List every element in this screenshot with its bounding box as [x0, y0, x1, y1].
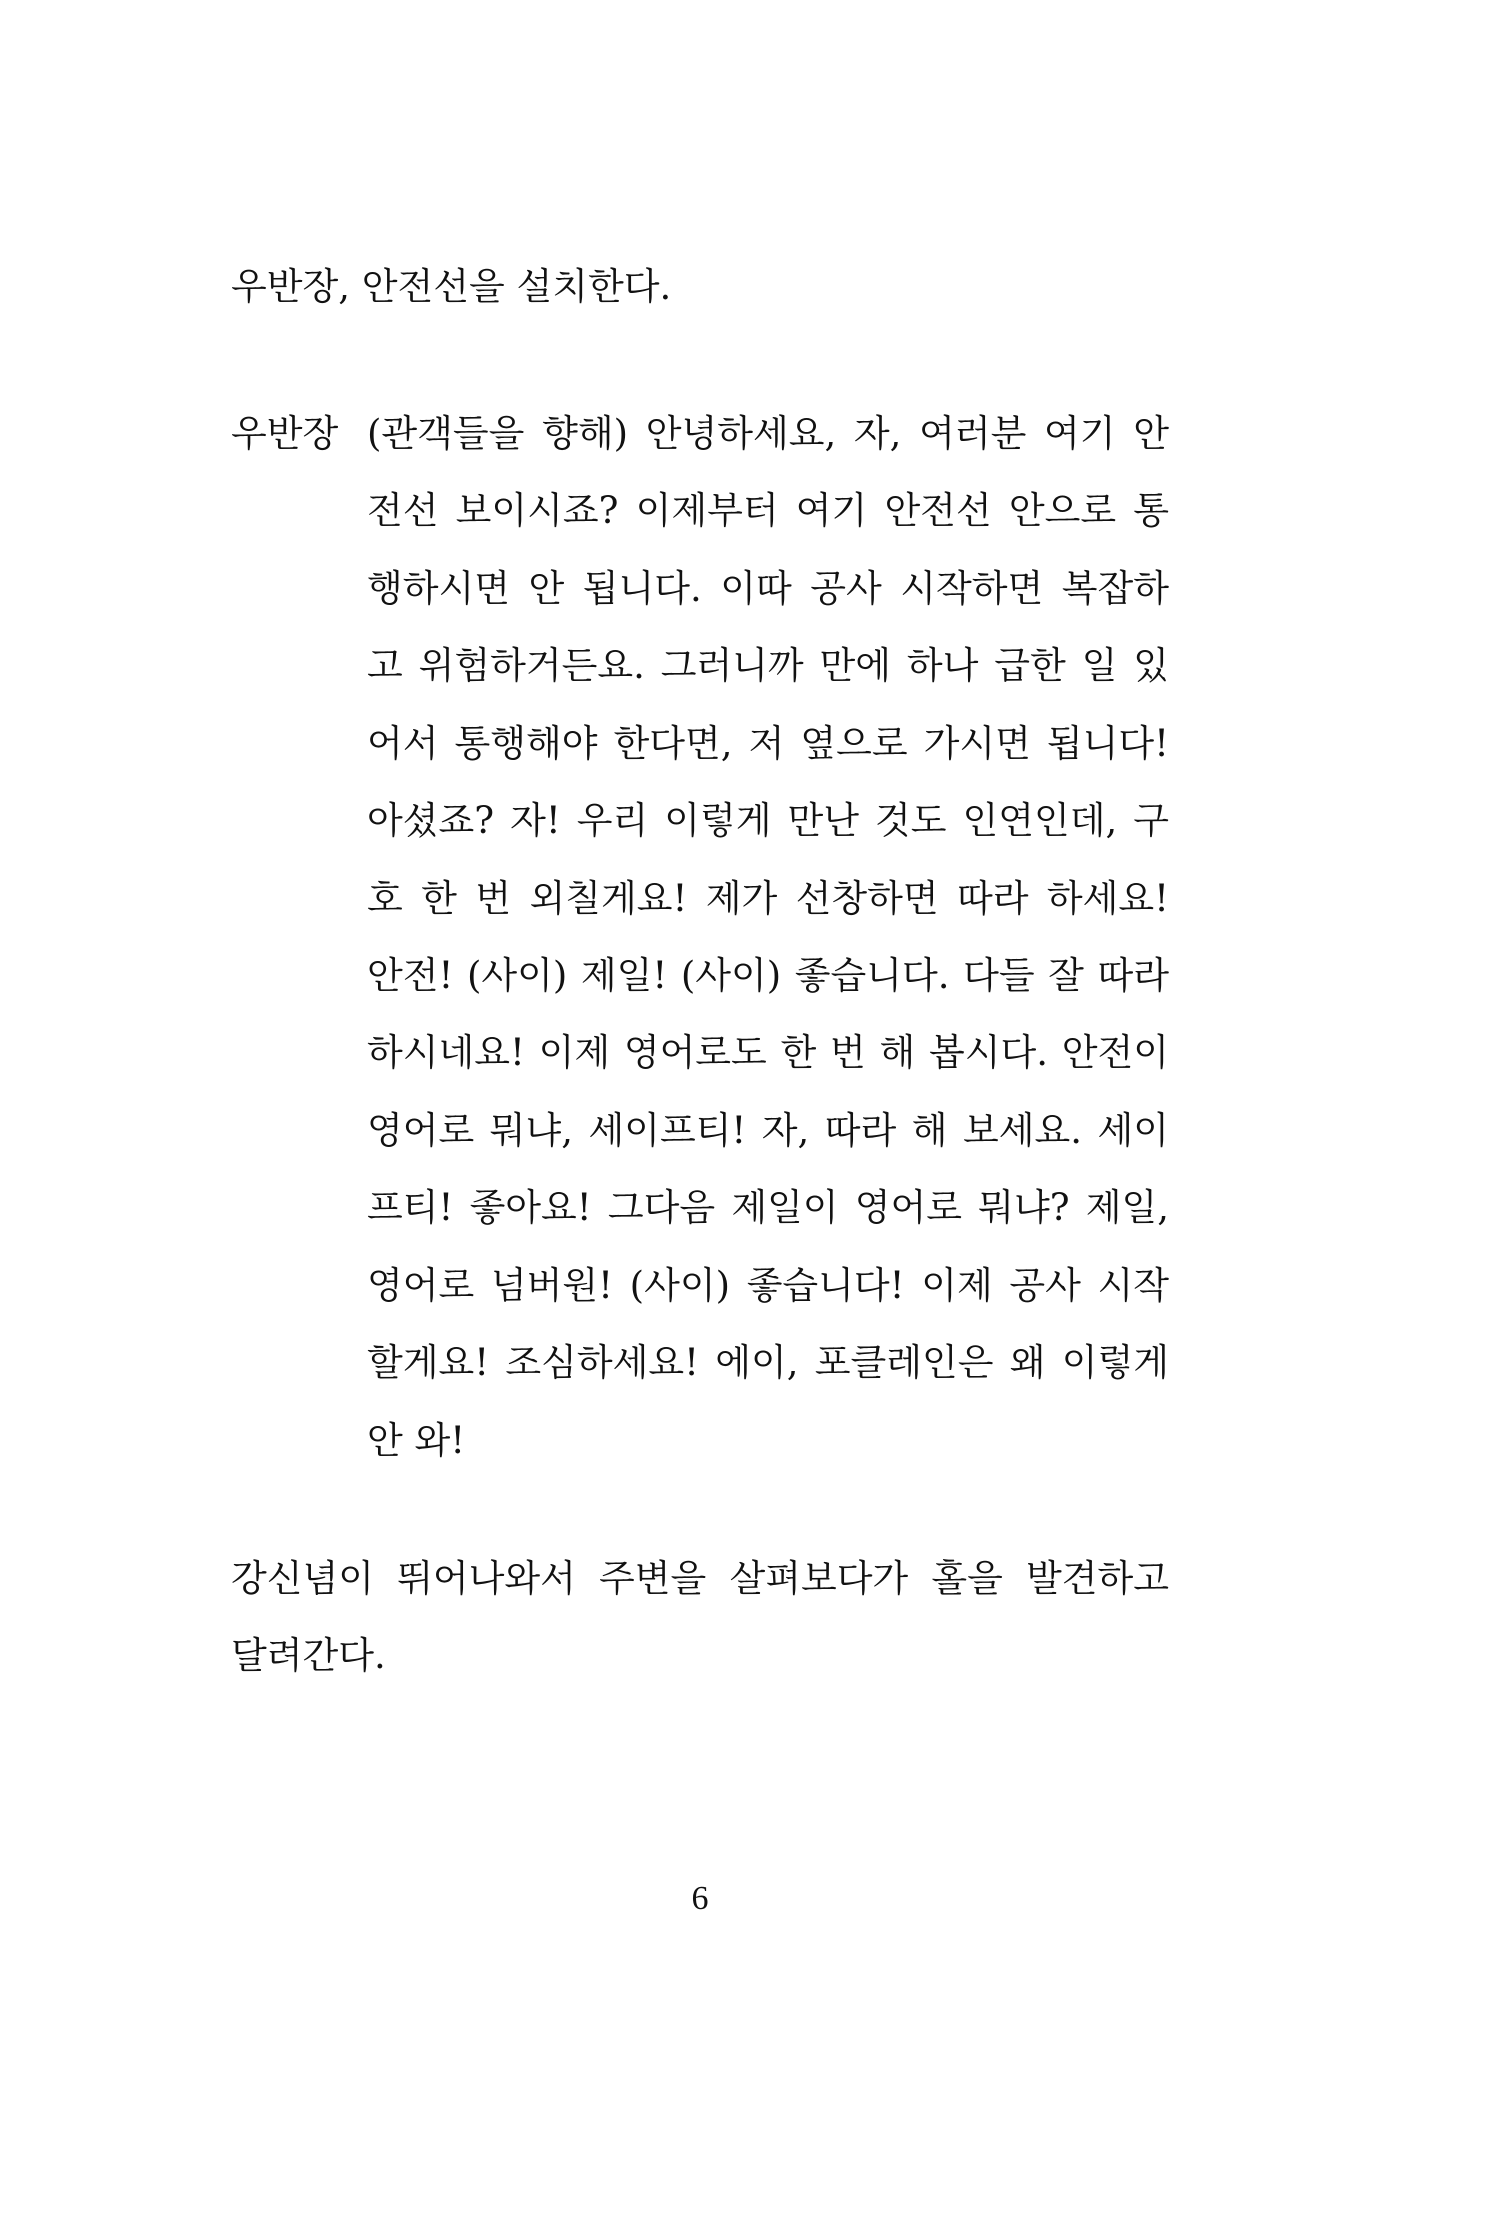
dialogue-line: 호 한 번 외칠게요! 제가 선창하면 따라 하세요! [367, 877, 1169, 920]
dialogue-line: 전선 보이시죠? 이제부터 여기 안전선 안으로 통 [367, 489, 1169, 532]
dialogue-line: 아셨죠? 자! 우리 이렇게 만난 것도 인연인데, 구 [367, 799, 1169, 842]
dialogue-line: 하시네요! 이제 영어로도 한 번 해 봅시다. 안전이 [367, 1031, 1169, 1074]
dialogue-line: 할게요! 조심하세요! 에이, 포클레인은 왜 이렇게 [367, 1341, 1169, 1384]
dialogue-line: 어서 통행해야 한다면, 저 옆으로 가시면 됩니다! [367, 722, 1169, 765]
stage-direction-line: 우반장, 안전선을 설치한다. [231, 265, 672, 308]
stage-direction-line: 달려간다. [231, 1634, 386, 1677]
dialogue-line: 영어로 넘버원! (사이) 좋습니다! 이제 공사 시작 [367, 1264, 1169, 1307]
stage-direction-line: 강신념이 뛰어나와서 주변을 살펴보다가 홀을 발견하고 [231, 1557, 1169, 1600]
dialogue-line: 안전! (사이) 제일! (사이) 좋습니다. 다들 잘 따라 [367, 954, 1169, 997]
page-number: 6 [691, 1880, 709, 1917]
speaker-name: 우반장 [231, 412, 339, 455]
dialogue-line: (관객들을 향해) 안녕하세요, 자, 여러분 여기 안 [367, 412, 1169, 455]
dialogue-line: 영어로 뭐냐, 세이프티! 자, 따라 해 보세요. 세이 [367, 1109, 1169, 1152]
dialogue-line: 프티! 좋아요! 그다음 제일이 영어로 뭐냐? 제일, [367, 1186, 1169, 1229]
dialogue-line: 고 위험하거든요. 그러니까 만에 하나 급한 일 있 [367, 644, 1169, 687]
dialogue-line: 안 와! [367, 1419, 466, 1462]
dialogue-line: 행하시면 안 됩니다. 이따 공사 시작하면 복잡하 [367, 567, 1169, 610]
